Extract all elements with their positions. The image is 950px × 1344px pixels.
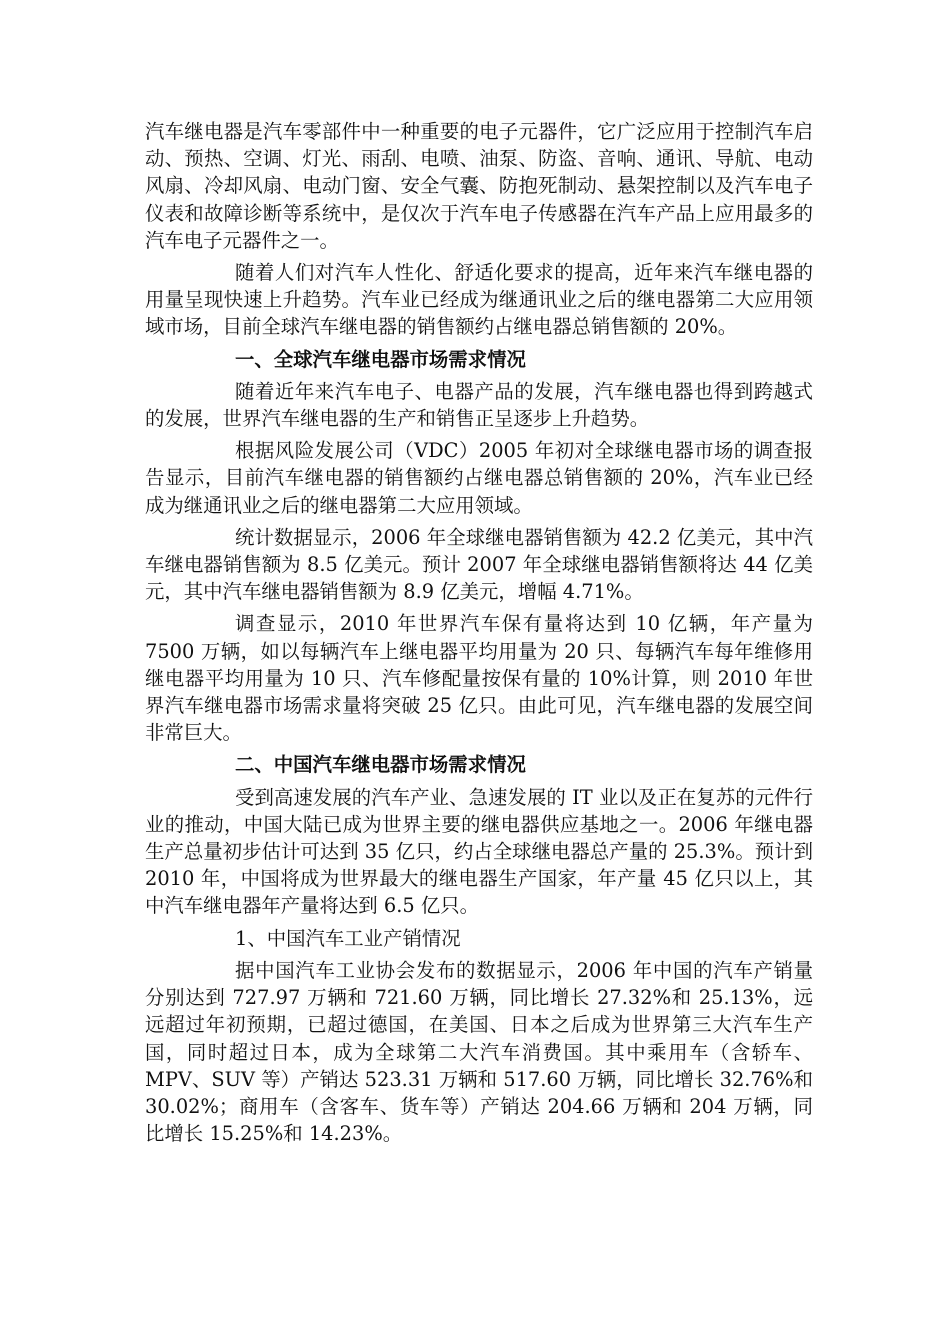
section-heading-china: 二、中国汽车继电器市场需求情况 <box>235 753 526 777</box>
subsection-heading-auto-industry: 1、中国汽车工业产销情况 <box>235 926 461 950</box>
paragraph-trend: 随着人们对汽车人性化、舒适化要求的提高，近年来汽车继电器的用量呈现快速上升趋势。汽车业已经成为继通讯业之后的继电器第二大应用领域市场，目前全球汽车继电器的销售额约占继电器总销售额的 20%。 <box>145 261 813 339</box>
paragraph-intro: 汽车继电器是汽车零部件中一种重要的电子元器件，它广泛应用于控制汽车启动、预热、空调、灯光、雨刮、电喷、油泵、防盗、音响、通讯、导航、电动风扇、冷却风扇、电动门窗、安全气囊、防抱死制动、悬架控制以及汽车电子仪表和故障诊断等系统中，是仅次于汽车电子传感器在汽车产品上应用最多的汽车电子元器件之一。 <box>145 120 813 252</box>
paragraph-2010-forecast: 调查显示，2010 年世界汽车保有量将达到 10 亿辆，年产量为 7500 万辆，如以每辆汽车上继电器平均用量为 20 只、每辆汽车每年维修用继电器平均用量为 10 只、汽车修配量按保有量的 10%计算，则 2010 年世界汽车继电器市场需求量将突破 25 亿只。由此可见，汽车继电器的发展空间非常巨大。 <box>145 612 813 745</box>
section-heading-global: 一、全球汽车继电器市场需求情况 <box>235 347 526 371</box>
paragraph-auto-production-sales: 据中国汽车工业协会发布的数据显示，2006 年中国的汽车产销量分别达到 727.97 万辆和 721.60 万辆，同比增长 27.32%和 25.13%，远远超过年初预期，已超过德国，在美国、日本之后成为世界第三大汽车生产国，同时超过日本，成为全球第二大汽车消费国。其中乘用车（含轿车、MPV、SUV 等）产销达 523.31 万辆和 517.60 万辆，同比增长 32.76%和 30.02%；商用车（含客车、货车等）产销达 204.66 万辆和 204 万辆，同比增长 15.25%和 14.23%。 <box>145 958 813 1146</box>
document-page <box>145 118 813 1152</box>
paragraph-china-market: 受到高速发展的汽车产业、急速发展的 IT 业以及正在复苏的元件行业的推动，中国大陆已成为世界主要的继电器供应基地之一。2006 年继电器生产总量初步估计可达到 35 亿只，约占全球继电器总产量的 25.3%。预计到 2010 年，中国将成为世界最大的继电器生产国家，年产量 45 亿只以上，其中汽车继电器年产量将达到 6.5 亿只。 <box>145 785 813 918</box>
paragraph-vdc-report: 根据风险发展公司（VDC）2005 年初对全球继电器市场的调查报告显示，目前汽车继电器的销售额约占继电器总销售额的 20%，汽车业已经成为继通讯业之后的继电器第二大应用领域。 <box>145 439 813 517</box>
paragraph-global-development: 随着近年来汽车电子、电器产品的发展，汽车继电器也得到跨越式的发展，世界汽车继电器的生产和销售正呈逐步上升趋势。 <box>145 379 813 431</box>
paragraph-sales-statistics: 统计数据显示，2006 年全球继电器销售额为 42.2 亿美元，其中汽车继电器销售额为 8.5 亿美元。预计 2007 年全球继电器销售额将达 44 亿美元，其中汽车继电器销售额为 8.9 亿美元，增幅 4.71%。 <box>145 525 813 604</box>
